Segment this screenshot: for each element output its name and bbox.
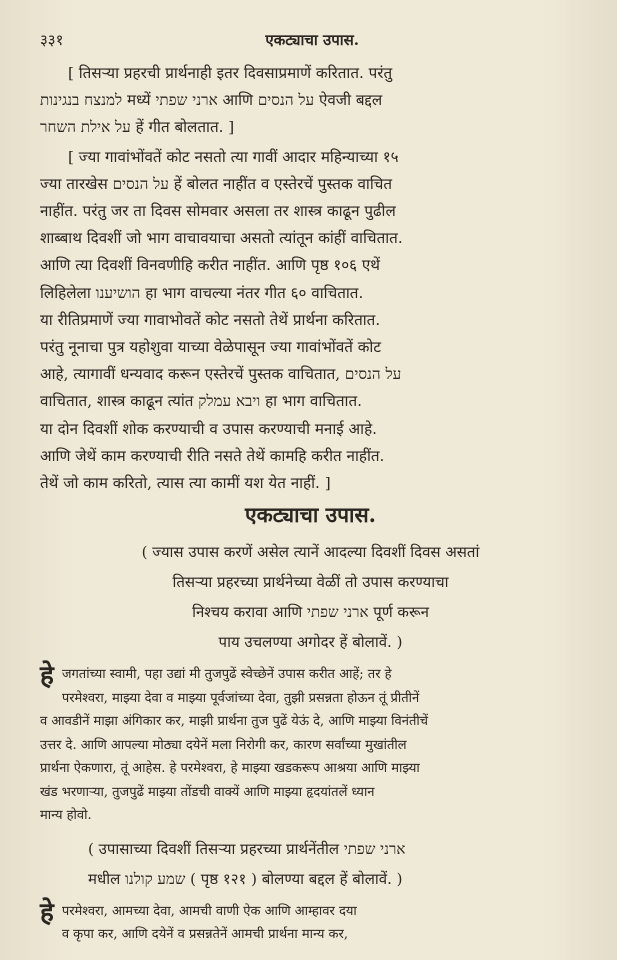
text-line: पाय उचलण्या अगोदर हें बोलावें. ): [218, 633, 403, 652]
instruction-block: [40, 537, 581, 657]
text-line: खंड भरणाऱ्या, तुजपुढें माझ्या तोंडची वाक्यें आणि माझ्या हृदयांतलें ध्यान: [40, 784, 375, 800]
text-line: या रीतिप्रमाणें ज्या गावाभोवतें कोट नसतो तेथें प्रार्थना करितात.: [40, 310, 381, 329]
paragraph-walled-cities: [40, 144, 581, 498]
prayer-fast-day: [40, 897, 581, 947]
text-line: नाहींत. परंतु जर ता दिवस सोमवार असला तर शास्त्र काढून पुढील: [40, 202, 396, 221]
paragraph-purim-afternoon: [40, 60, 581, 142]
running-title: एकट्याचा उपास.: [265, 31, 359, 49]
drop-cap: हे: [40, 661, 54, 692]
text-line: ( ज्यास उपास करणें असेल त्यानें आदल्या दिवशीं दिवस असतां: [141, 543, 480, 562]
text-line: तेथें जो काम करितो, त्यास त्या कामीं यश येत नाहीं. ]: [40, 474, 331, 493]
text-line: या दोन दिवशीं शोक करण्याची व उपास करण्याची मनाई आहे.: [40, 419, 377, 438]
text-line: तिसऱ्या प्रहरच्या प्रार्थनेच्या वेळीं तो उपास करण्याचा: [172, 573, 449, 592]
page-number: ३३१: [40, 31, 64, 49]
text-line: परंतु नूनाचा पुत्र यहोशुवा याच्या वेळेपासून ज्या गावांभोंवतें कोट: [40, 338, 382, 357]
text-line: प्रार्थना ऐकणारा, तूं आहेस. हे परमेश्वरा, हे माझ्या खडकरूप आश्रया आणि माझ्या: [40, 761, 420, 777]
text-line: [ ज्या गावांभोंवतें कोट नसतो त्या गावीं आदार महिन्याच्या १५: [68, 147, 399, 166]
prayer-fast-intention: [40, 663, 581, 828]
text-line: व आवडीनें माझा अंगिकार कर, माझी प्रार्थना तुज पुढें येऊं दे, आणि माझ्या विनंतीचें: [40, 714, 428, 730]
text-line: परमेश्वरा, माझ्या देवा व माझ्या पूर्वजांच्या देवा, तुझी प्रसन्नता होऊन तूं प्रीतीनें: [61, 690, 420, 706]
text-line: निश्चय करावा आणि ארני שפתי पूर्ण करून: [192, 603, 429, 622]
text-line: [ तिसऱ्या प्रहरची प्रार्थनाही इतर दिवसाप्रमाणें करितात. परंतु: [68, 64, 393, 82]
text-line: למנצח בנגינות मध्यें ארני שפתי आणि על הנסים ऐवजी बद्दल: [40, 91, 383, 110]
text-line: मान्य होवो.: [40, 808, 92, 824]
text-line: आणि त्या दिवशीं विनवणीहि करीत नाहींत. आणि पृष्ठ १०६ एथें: [40, 256, 381, 275]
section-heading: एकट्याचा उपास.: [245, 502, 376, 528]
instruction-block: [40, 834, 581, 894]
text-line: मधील שמע קולנו ( पृष्ठ १२१ ) बोलण्या बद्दल हें बोलावें. ): [88, 869, 403, 888]
page-header: [40, 30, 581, 50]
text-line: जगतांच्या स्वामी, पहा उद्यां मी तुजपुढें स्वेच्छेनें उपास करीत आहें; तर हे: [61, 667, 392, 683]
text-line: ( उपासाच्या दिवशीं तिसऱ्या प्रहरच्या प्रार्थनेंतील ארני שפתי: [88, 839, 406, 858]
text-line: लिहिलेला הושיענו हा भाग वाचल्या नंतर गीत ६० वाचितात.: [40, 283, 364, 302]
text-line: आहे, त्यागावीं धन्यवाद करून एस्तेरचें पुस्तक वाचितात, על הנסים: [40, 365, 402, 384]
text-line: ज्या तारखेस על הנסים हें बोलत नाहींत व एस्तेरचें पुस्तक वाचित: [40, 174, 393, 193]
text-line: व कृपा कर, आणि दयेनें व प्रसन्नतेनें आमची प्रार्थना मान्य कर,: [61, 927, 348, 943]
text-line: आणि जेथें काम करण्याची रीति नसते तेथें कामहि करीत नाहींत.: [40, 446, 385, 465]
text-line: परमेश्वरा, आमच्या देवा, आमची वाणी ऐक आणि आम्हावर दया: [61, 903, 357, 919]
drop-cap: हे: [40, 897, 54, 928]
text-line: उत्तर दे. आणि आपल्या मोठ्या दयेनें मला निरोगी कर, कारण सर्वांच्या मुखांतील: [40, 737, 407, 753]
text-line: वाचितात, शास्त्र काढून त्यांत ויבא עמלק हा भाग वाचितात.: [40, 392, 362, 411]
text-line: शाब्बाथ दिवशीं जो भाग वाचावयाचा असतो त्यांतून कांहीं वाचितात.: [40, 229, 403, 248]
text-line: על אילת השחר हें गीत बोलतात. ]: [40, 118, 235, 137]
